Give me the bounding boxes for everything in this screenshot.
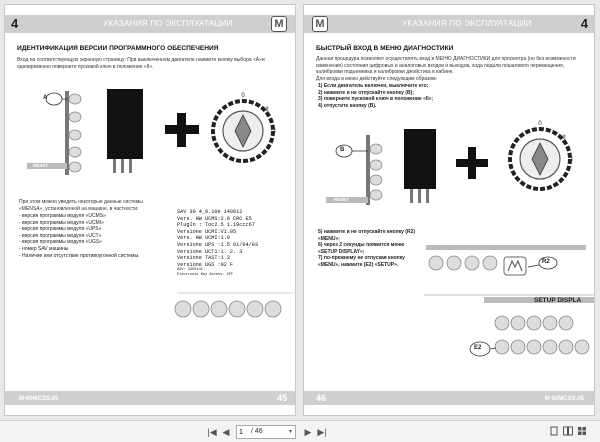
svg-text:II: II <box>562 135 566 141</box>
section-title: БЫСТРЫЙ ВХОД В МЕНЮ ДИАГНОСТИКИ <box>316 45 454 52</box>
chapter-number: 4 <box>11 16 19 31</box>
svg-text:II: II <box>265 107 269 113</box>
list-item: - версия программы модуля «UPS» <box>19 226 102 233</box>
prev-page-icon[interactable]: ◀ <box>222 427 230 437</box>
pdf-toolbar <box>0 420 600 442</box>
chevron-down-icon[interactable]: ▾ <box>288 429 292 435</box>
screen-line: Versione TAST:1.3 <box>177 255 230 262</box>
screen-line: Versione UCT1:1. 2. 3 <box>177 248 243 255</box>
list-item: - версия программы модуля «UCT» <box>19 232 102 239</box>
version-screen <box>177 209 258 278</box>
screen-line: Vers. HW UCMS:2.0 CRC E5 <box>177 215 252 222</box>
section-title: ИДЕНТИФИКАЦИЯ ВЕРСИИ ПРОГРАММНОГО ОБЕСПЕЧЕНИЯ <box>17 45 219 52</box>
brand-logo: M <box>271 16 287 32</box>
steps-list-2 <box>318 229 418 269</box>
page-total: / 46 <box>251 428 263 435</box>
screen-line: Versione UGS :02 F <box>177 261 234 268</box>
list-item: - версия программы модуля «UGS» <box>19 239 102 246</box>
list-item: 4) отпустите кнопку (B). <box>318 102 377 109</box>
list-item: 7) по-прежнему не отпуская кнопку «MENU», нажмите (E2) «SETUP». <box>318 255 405 268</box>
list-item: 5) нажмите и не отпускайте кнопку (R2) «MENU»; <box>318 229 416 242</box>
button-a-label: A <box>43 95 48 101</box>
two-page-view-icon[interactable] <box>562 426 574 438</box>
version-list <box>19 213 159 259</box>
list-item: - Наличие или отсутствие противоугонной системы. <box>19 252 140 259</box>
list-item: 6) через 2 секунды появится меню «SETUP DISPLAY»; <box>318 242 405 255</box>
brand-logo: M <box>312 16 328 32</box>
button-b-label: B <box>340 147 345 153</box>
header-title: УКАЗАНИЯ ПО ЭКСПЛУАТАЦИИ <box>402 19 532 28</box>
screen-line: SAV: 3255441 <box>177 268 203 273</box>
screen-line: Vers. HW UCMI:1.0 <box>177 235 230 242</box>
grid-view-icon[interactable] <box>576 426 588 438</box>
list-item: - версия программы модуля «UCMS» <box>19 213 106 219</box>
r2-label: R2 <box>542 259 550 265</box>
list-intro: При этом можно увидеть некоторые данные системы «MENSA», установленной на машине, в частности: <box>19 199 143 212</box>
right-page <box>303 4 595 416</box>
svg-text:0: 0 <box>241 93 245 99</box>
screen-line: Versione UCMI:V1.05 <box>177 228 237 235</box>
chapter-number: 4 <box>580 16 588 31</box>
footer-model: M-60MCSS.05 <box>544 396 584 402</box>
last-page-icon[interactable]: ▶| <box>317 427 327 437</box>
svg-text:I: I <box>274 129 276 135</box>
steps-intro: Для входа в меню действуйте следующим образом: <box>316 76 437 82</box>
left-page <box>4 4 296 416</box>
next-page-icon[interactable]: ▶ <box>304 427 312 437</box>
list-item: 1) Если двигатель включен, выключите его; <box>318 83 429 89</box>
svg-text:0: 0 <box>538 121 542 127</box>
screen-line: Versione UPS :1.5 01/04/03 <box>177 241 258 248</box>
list-item: 2) нажмите и не отпускайте кнопку (B); <box>318 89 414 96</box>
header-title: УКАЗАНИЯ ПО ЭКСПЛУАТАЦИИ <box>103 19 233 28</box>
screen-line: SAV 30 4_0.10e 140612 <box>177 209 243 215</box>
page-number: 46 <box>316 393 327 403</box>
page-input[interactable] <box>239 428 251 437</box>
reset-label: RESET <box>334 197 350 202</box>
page-number: 45 <box>276 393 287 403</box>
diagnostic-diagram <box>304 5 595 416</box>
list-item: 3) поверните пусковой ключ в положение «II»; <box>318 96 434 103</box>
list-item: - номер SAV машины <box>19 245 69 252</box>
page-selector[interactable] <box>236 425 296 439</box>
single-page-view-icon[interactable] <box>548 426 560 438</box>
e2-label: E2 <box>474 345 482 351</box>
intro-text: Данная процедура позволяет осуществлять вход в МЕНЮ ДИАГНОСТИКИ для просмотра (но без возможности изменения) состояния цифровых и аналоговых входов и выходов, хода педали пошагового перемещения, калибровки подъемника и калибровки джойстика в кабине. <box>316 56 576 76</box>
screen-line: PlugIn : Toc2.5 1.19ccc67 <box>177 222 255 229</box>
reset-label: RESET <box>33 163 49 168</box>
intro-text: Вход на соответствующую экранную страницу: При выключенном двигателе нажмите кнопку выбора «A»и одновременно поверните пусковой ключ в положение «II». <box>17 57 265 70</box>
setup-display-label: SETUP DISPLA <box>534 297 582 304</box>
list-item: - версия программы модуля «UCMI» <box>19 219 104 226</box>
screen-line: Electronic Key Access: OFF <box>177 272 234 277</box>
svg-text:I: I <box>571 157 573 163</box>
footer-model: M-60MCSS.05 <box>19 396 59 402</box>
first-page-icon[interactable]: |◀ <box>207 427 217 437</box>
